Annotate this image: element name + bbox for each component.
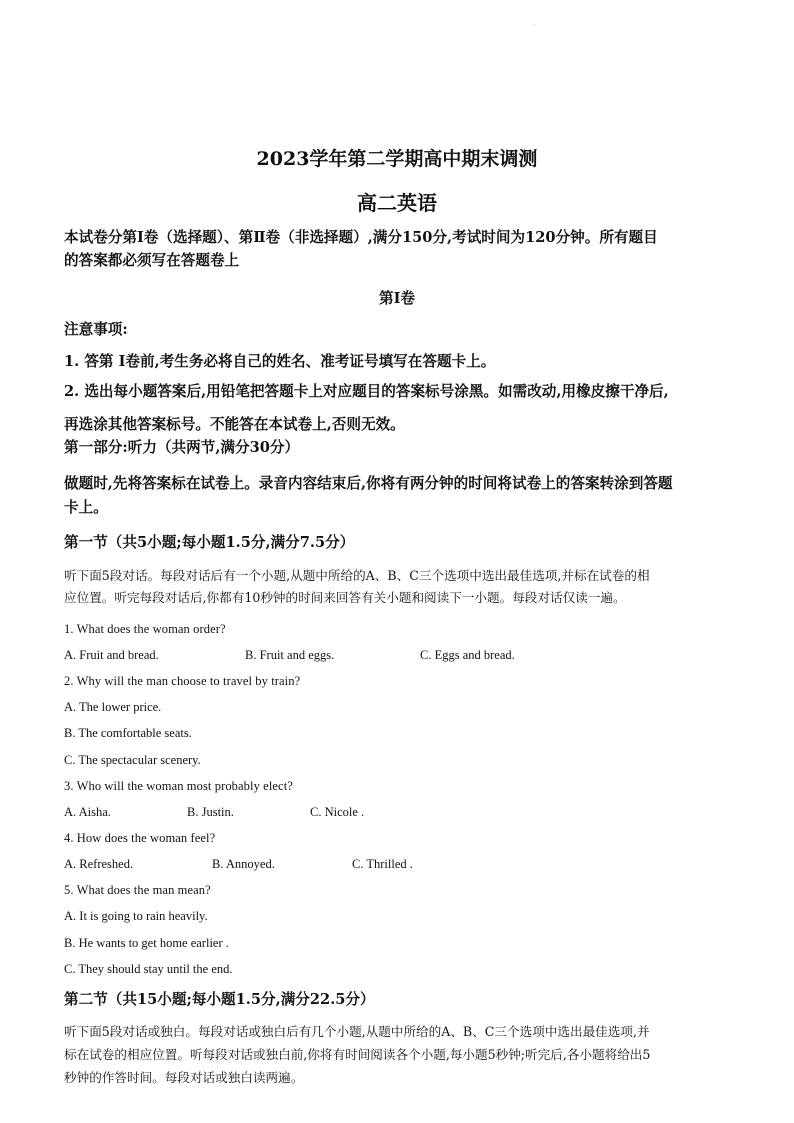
question-5-option-a: A. It is going to rain heavily. [64, 909, 208, 923]
question-5: 5. What does the man mean? [64, 883, 211, 897]
intro-line-1: 本试卷分第Ⅰ卷（选择题）、第Ⅱ卷（非选择题）,满分150分,考试时间为120分钟。所有题目 [64, 229, 658, 246]
question-1-option-b: B. Fruit and eggs. [245, 648, 335, 662]
notes-item-2-line-2: 再选涂其他答案标号。不能答在本试卷上,否则无效。 [64, 416, 405, 433]
question-2-option-a: A. The lower price. [64, 700, 162, 714]
part1-instr-line-2: 卡上。 [64, 499, 108, 516]
notes-item-2-line-1: 2. 选出每小题答案后,用铅笔把答题卡上对应题目的答案标号涂黑。如需改动,用橡皮擦干净后, [64, 383, 669, 400]
question-1-option-a: A. Fruit and bread. [64, 648, 159, 662]
question-3-option-b: B. Justin. [187, 805, 234, 819]
question-1: 1. What does the woman order? [64, 622, 226, 636]
question-2-option-c: C. The spectacular scenery. [64, 753, 201, 767]
notes-item-1: 1. 答第 Ⅰ卷前,考生务必将自己的姓名、准考证号填写在答题卡上。 [64, 353, 496, 370]
part1-heading: 第一部分:听力（共两节,满分30分） [64, 439, 300, 456]
question-4-option-a: A. Refreshed. [64, 857, 134, 871]
exam-title: 2023学年第二学期高中期末调测 [256, 148, 538, 170]
question-5-option-b: B. He wants to get home earlier . [64, 936, 229, 950]
question-5-option-c: C. They should stay until the end. [64, 962, 233, 976]
section2-instr-line-3: 秒钟的作答时间。每段对话或独白读两遍。 [64, 1070, 304, 1085]
section1-instr-line-2: 应位置。听完每段对话后,你都有10秒钟的时间来回答有关小题和阅读下一小题。每段对话仅读一遍。 [64, 590, 626, 605]
section2-instr-line-2: 标在试卷的相应位置。听每段对话或独白前,你将有时间阅读各个小题,每小题5秒钟;听完后,各小题将给出5 [64, 1047, 651, 1062]
question-3-option-a: A. Aisha. [64, 805, 111, 819]
page-mark: · [533, 22, 535, 29]
part1-instr-line-1: 做题时,先将答案标在试卷上。录音内容结束后,你将有两分钟的时间将试卷上的答案转涂到答题 [64, 475, 673, 492]
section2-heading: 第二节（共15小题;每小题1.5分,满分22.5分） [64, 991, 375, 1008]
section1-heading: 第一节（共5小题;每小题1.5分,满分7.5分） [64, 534, 355, 551]
question-2: 2. Why will the man choose to travel by train? [64, 674, 301, 688]
notes-heading: 注意事项: [64, 321, 128, 338]
question-4-option-b: B. Annoyed. [212, 857, 275, 871]
section2-instr-line-1: 听下面5段对话或独白。每段对话或独白后有几个小题,从题中所给的A、B、C三个选项中选出最佳选项,并 [64, 1024, 650, 1039]
volume-title: 第Ⅰ卷 [378, 290, 415, 307]
question-3: 3. Who will the woman most probably elect? [64, 779, 293, 793]
section1-instr-line-1: 听下面5段对话。每段对话后有一个小题,从题中所给的A、B、C三个选项中选出最佳选项,并标在试卷的相 [64, 568, 650, 583]
exam-subject: 高二英语 [357, 191, 437, 215]
question-4: 4. How does the woman feel? [64, 831, 216, 845]
question-3-option-c: C. Nicole . [310, 805, 365, 819]
question-2-option-b: B. The comfortable seats. [64, 726, 192, 740]
intro-line-2: 的答案都必须写在答题卷上 [64, 252, 240, 269]
question-4-option-c: C. Thrilled . [352, 857, 413, 871]
question-1-option-c: C. Eggs and bread. [420, 648, 515, 662]
